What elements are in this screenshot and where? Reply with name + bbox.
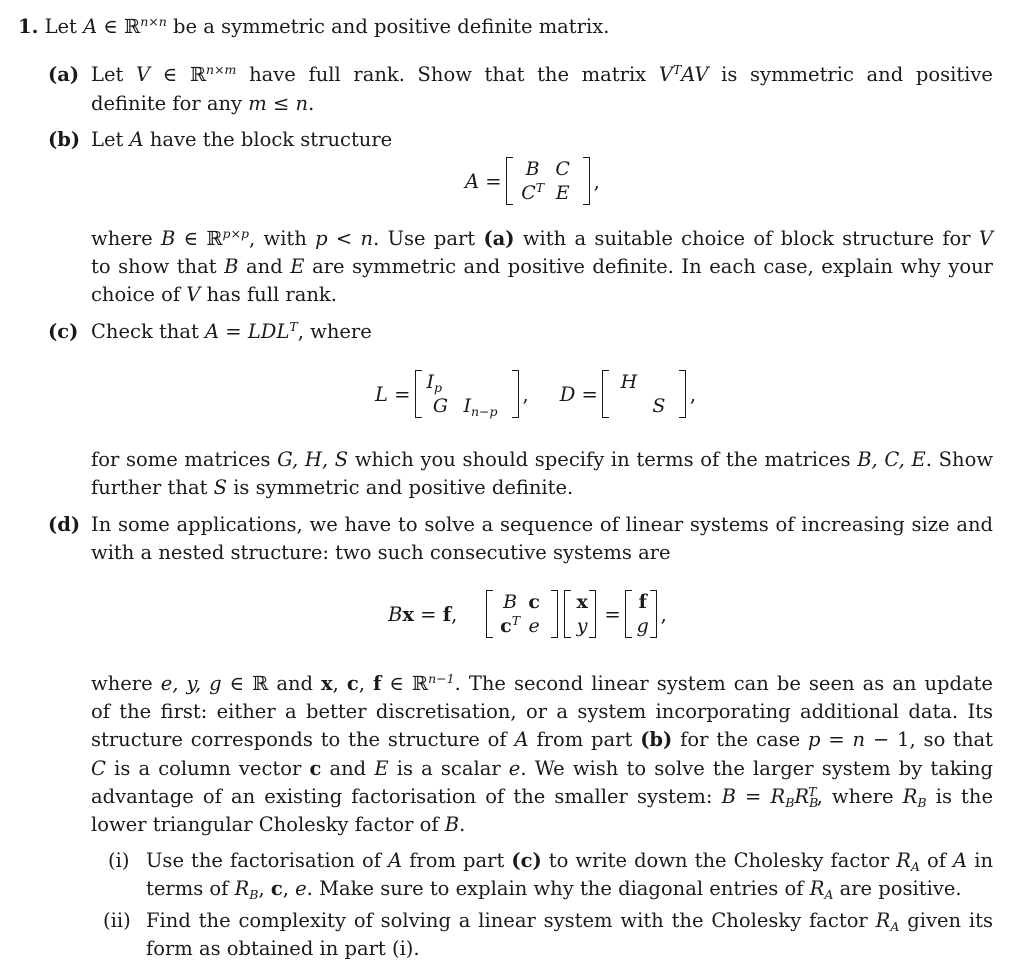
part-a-label: (a) [48, 63, 80, 86]
part-ii-line-2: form as obtained in part (i). [146, 937, 420, 960]
matrix-d: H S [602, 370, 686, 418]
part-c-label: (c) [48, 320, 79, 343]
part-b-line-4: choice of V has full rank. [91, 283, 337, 306]
part-c-line-1: Check that $A = LDL^T$, where [91, 319, 372, 343]
part-ii-label: (ii) [103, 909, 131, 932]
part-d-line-4: of the first: either a better discretisation, or a system incorporating additional data. Its [91, 700, 993, 723]
part-c-line-2: for some matrices G, H, S which you should specify in terms of the matrices B, C, E. Show [91, 448, 994, 471]
part-ii-line-1: Find the complexity of solving a linear system with the Cholesky factor $R_A$ given its [146, 909, 993, 934]
problem-statement: 1. Let A ∈ ℝ$^{n\times n}$ be a symmetric and positive definite matrix. [18, 14, 610, 38]
vector-xy: x y [564, 590, 596, 638]
part-d-line-8: lower triangular Cholesky factor of B. [91, 813, 466, 836]
part-b-line-1: Let A have the block structure [91, 128, 393, 151]
part-d-label: (d) [48, 513, 81, 536]
part-c-line-3: further that S is symmetric and positive definite. [91, 476, 574, 499]
part-a-line-1: Let V ∈ ℝ$^{n\times m}$ have full rank. Show that the matrix $V^TAV$ is symmetric and positive [91, 62, 993, 86]
nested-systems-equation: B x = f , B c $c^T$ e x y = f g , [388, 591, 667, 637]
block-matrix-a: B C $C^T$ E [506, 157, 590, 205]
part-b-line-2: where B ∈ ℝ$^{p\times p}$, with p < n. Use part (a) with a suitable choice of block structure for V [91, 226, 993, 250]
part-i-line-1: Use the factorisation of A from part (c) to write down the Cholesky factor $R_A$ of A in [146, 849, 993, 874]
part-d-line-2: with a nested structure: two such consecutive systems are [91, 541, 671, 564]
part-b-line-3: to show that B and E are symmetric and positive definite. In each case, explain why your [91, 255, 993, 278]
part-d-line-7: advantage of an existing factorisation of the smaller system: $B = R_BR_B^T$, where $R_B$ is the [91, 784, 993, 810]
ldl-equation: L = $I_p$ G $I_{n-p}$ , D = H S , [375, 371, 697, 419]
part-d-line-6: C is a column vector c and E is a scalar e. We wish to solve the larger system by taking [91, 757, 993, 780]
part-d-line-1: In some applications, we have to solve a sequence of linear systems of increasing size and [91, 513, 993, 536]
part-a-line-2: definite for any m ≤ n. [91, 92, 315, 115]
part-b-label: (b) [48, 128, 81, 151]
matrix-l: $I_p$ G $I_{n-p}$ [415, 370, 519, 418]
part-d-line-5: structure corresponds to the structure of A from part (b) for the case p = n − 1, so that [91, 728, 994, 751]
vector-fg: f g [625, 590, 657, 638]
part-d-line-3: where e, y, g ∈ ℝ and x, c, f ∈ ℝ$^{n-1}$. The second linear system can be seen as an update [91, 671, 993, 695]
problem-number: 1. [18, 15, 39, 38]
part-i-line-2: terms of $R_B$, c, e. Make sure to explain why the diagonal entries of $R_A$ are positive. [146, 877, 962, 902]
matrix-bc: B c $c^T$ e [486, 590, 558, 638]
matrix-a-block-equation: A = B C $C^T$ E , [465, 158, 600, 204]
part-i-label: (i) [108, 849, 130, 872]
